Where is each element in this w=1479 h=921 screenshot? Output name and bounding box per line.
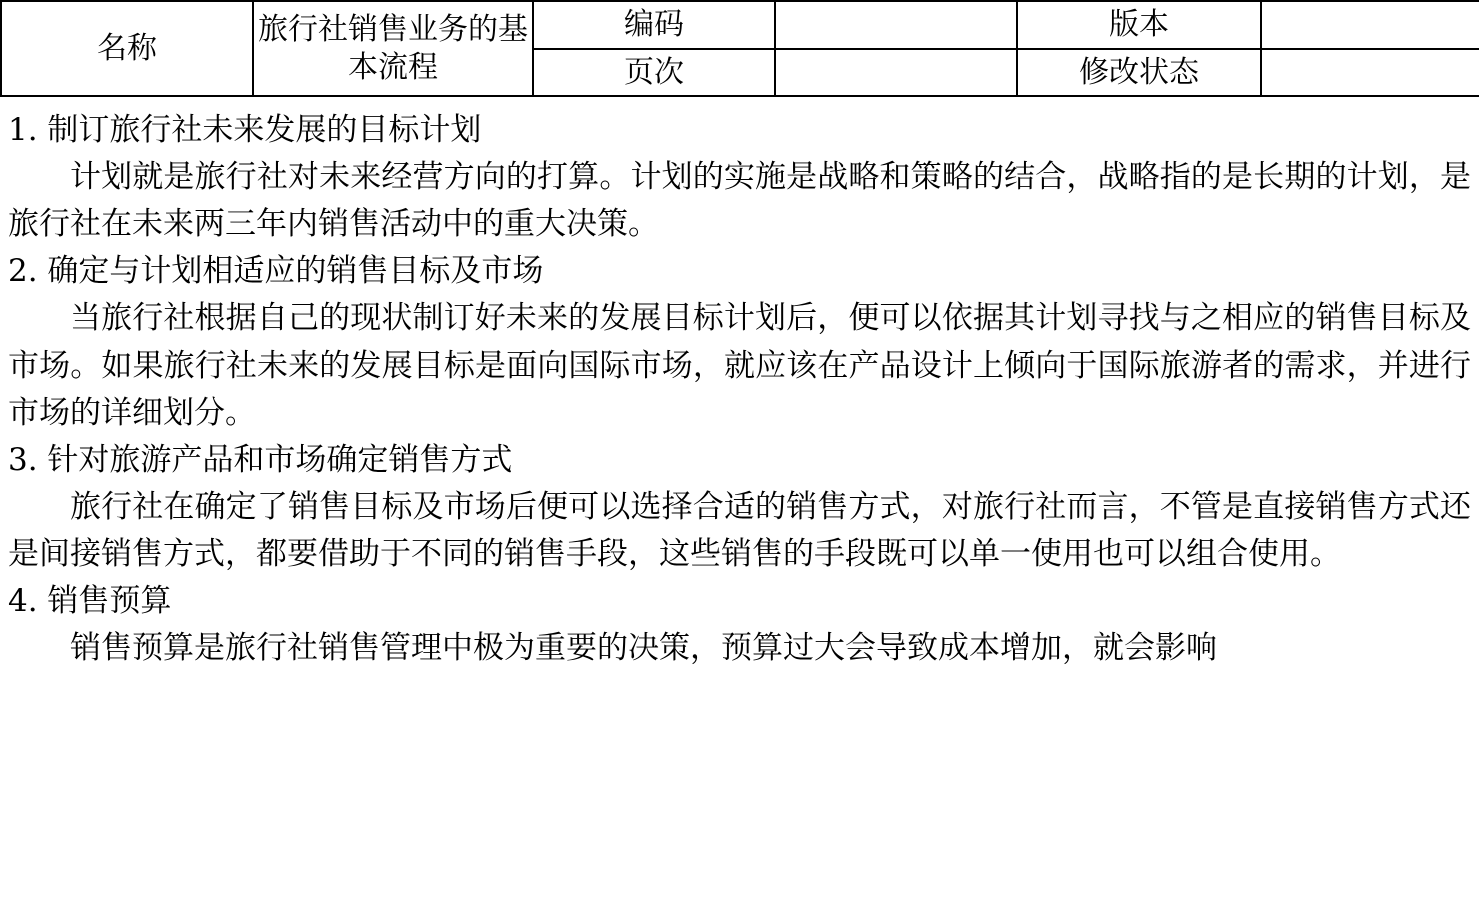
header-label-page: 页次 <box>533 49 775 97</box>
header-value-version <box>1261 1 1479 49</box>
header-value-revision-status <box>1261 49 1479 97</box>
section-heading: 3. 针对旅游产品和市场确定销售方式 <box>8 441 513 478</box>
section-paragraph: 旅行社在确定了销售目标及市场后便可以选择合适的销售方式，对旅行社而言，不管是直接销售方式还是间接销售方式，都要借助于不同的销售手段，这些销售的手段既可以单一使用也可以组合使用。 <box>8 488 1471 572</box>
header-label-name: 名称 <box>1 1 253 96</box>
header-label-version: 版本 <box>1017 1 1261 49</box>
section-paragraph: 销售预算是旅行社销售管理中极为重要的决策，预算过大会导致成本增加，就会影响 <box>70 630 1217 667</box>
document-body <box>0 97 1479 672</box>
section-heading: 2. 确定与计划相适应的销售目标及市场 <box>8 253 544 290</box>
section-heading: 4. 销售预算 <box>8 583 172 620</box>
header-value-page <box>775 49 1017 97</box>
header-label-revision-status: 修改状态 <box>1017 49 1261 97</box>
document-header-table <box>0 0 1479 97</box>
header-row-1 <box>1 1 1479 49</box>
header-document-title: 旅行社销售业务的基本流程 <box>253 1 533 96</box>
header-value-code <box>775 1 1017 49</box>
section-paragraph: 计划就是旅行社对未来经营方向的打算。计划的实施是战略和策略的结合，战略指的是长期的计划，是旅行社在未来两三年内销售活动中的重大决策。 <box>8 159 1471 243</box>
header-label-code: 编码 <box>533 1 775 49</box>
section-paragraph: 当旅行社根据自己的现状制订好未来的发展目标计划后，便可以依据其计划寻找与之相应的销售目标及市场。如果旅行社未来的发展目标是面向国际市场，就应该在产品设计上倾向于国际旅游者的需求，并进行市场的详细划分。 <box>8 300 1471 431</box>
section-heading: 1. 制订旅行社未来发展的目标计划 <box>8 112 482 148</box>
